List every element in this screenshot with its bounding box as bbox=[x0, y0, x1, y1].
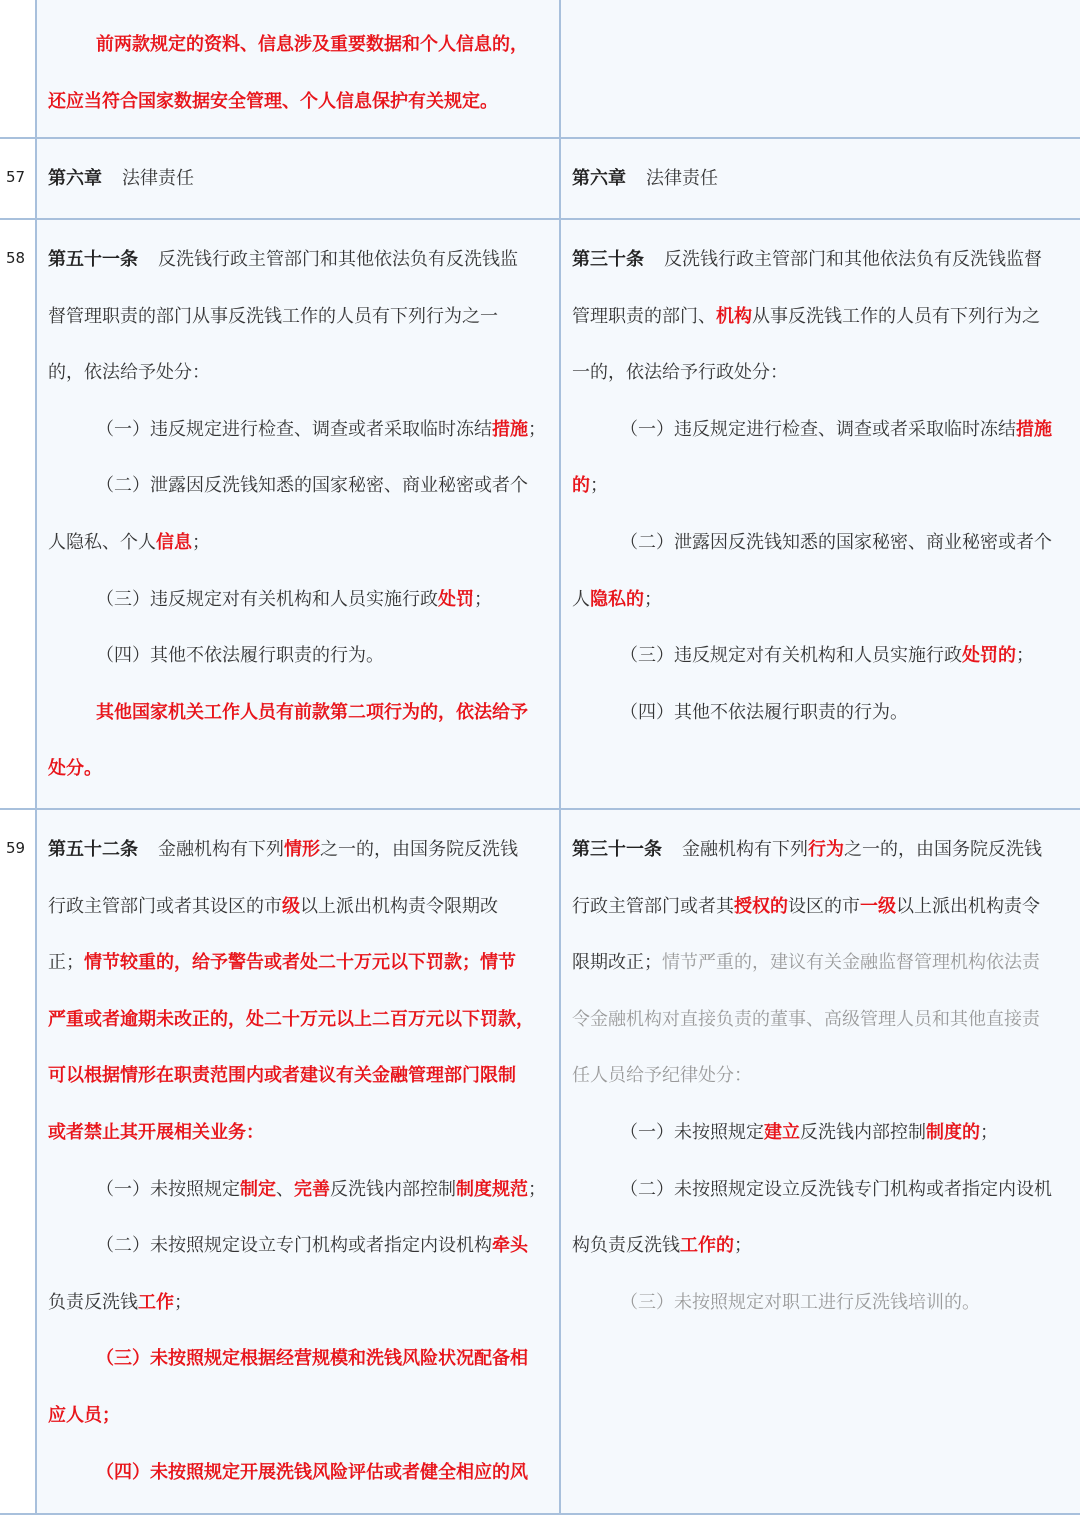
amended-text: 情形 bbox=[284, 839, 320, 860]
text-line bbox=[48, 1218, 556, 1275]
text-line bbox=[48, 1275, 556, 1332]
row-number: 59 bbox=[6, 839, 26, 857]
amended-text: 严重或者逾期未改正的，处二十万元以上二百万元以下罚款， bbox=[48, 1008, 534, 1030]
amended-text: 处分。 bbox=[48, 758, 102, 780]
row-57-original-cell bbox=[561, 139, 1080, 218]
body-text: 反洗钱内部控制 bbox=[330, 1178, 456, 1200]
text-line bbox=[48, 1445, 556, 1502]
body-text: ； bbox=[1016, 645, 1034, 667]
article-heading: 第六章 bbox=[48, 168, 102, 189]
body-text: （三）违反规定对有关机构和人员实施行政 bbox=[96, 588, 438, 610]
cell-text bbox=[572, 151, 1076, 208]
row-divider bbox=[0, 808, 1080, 810]
text-line bbox=[572, 1105, 1076, 1162]
row-58-original-cell bbox=[561, 220, 1080, 808]
text-line bbox=[48, 1331, 556, 1388]
text-line bbox=[48, 232, 556, 289]
amended-text: （四）未按照规定开展洗钱风险评估或者健全相应的风 bbox=[96, 1461, 528, 1483]
amended-text: 的 bbox=[572, 475, 590, 497]
text-line bbox=[48, 1388, 556, 1445]
amended-text: 处罚的 bbox=[962, 645, 1016, 667]
body-text: （二）泄露因反洗钱知悉的国家秘密、商业秘密或者个 bbox=[96, 475, 528, 497]
amended-text: 其他国家机关工作人员有前款第二项行为的，依法给予 bbox=[96, 701, 528, 723]
body-text: 以上派出机构责令限期改 bbox=[300, 895, 498, 917]
body-text: 人隐私、个人 bbox=[48, 531, 156, 553]
amended-text: 制定 bbox=[240, 1178, 276, 1200]
text-line bbox=[48, 515, 556, 572]
text-line bbox=[48, 17, 556, 74]
amended-text: 措施 bbox=[492, 418, 528, 440]
cell-text bbox=[48, 822, 556, 1501]
amended-text: 信息 bbox=[156, 531, 192, 553]
body-text: 督管理职责的部门从事反洗钱工作的人员有下列行为之一 bbox=[48, 305, 498, 327]
amended-text: 制度规范 bbox=[456, 1178, 528, 1200]
body-text: （二）泄露因反洗钱知悉的国家秘密、商业秘密或者个 bbox=[620, 531, 1052, 553]
row-58-amended-cell bbox=[37, 220, 560, 808]
text-line bbox=[48, 572, 556, 629]
table-border bbox=[35, 0, 37, 1514]
amended-text: 可以根据情形在职责范围内或者建议有关金融管理部门限制 bbox=[48, 1065, 516, 1087]
text-line bbox=[48, 822, 556, 879]
text-line bbox=[48, 1048, 556, 1105]
body-text: 之一的，由国务院反洗钱 bbox=[320, 839, 518, 860]
amended-text: 情节较重的，给予警告或者处二十万元以下罚款；情节 bbox=[84, 952, 516, 974]
text-line bbox=[572, 628, 1076, 685]
removed-text: （三）未按照规定对职工进行反洗钱培训的。 bbox=[620, 1291, 980, 1313]
text-line bbox=[572, 458, 1076, 515]
article-heading: 第三十一条 bbox=[572, 839, 662, 860]
article-heading: 第五十一条 bbox=[48, 249, 138, 270]
body-text: 设区的市 bbox=[788, 895, 860, 917]
text-line bbox=[48, 74, 556, 131]
text-line bbox=[572, 345, 1076, 402]
text-line bbox=[572, 1162, 1076, 1219]
body-text: ； bbox=[734, 1235, 752, 1257]
body-text: 反洗钱行政主管部门和其他依法负有反洗钱监 bbox=[158, 249, 518, 270]
cell-text bbox=[572, 232, 1076, 741]
body-text: 行政主管部门或者其 bbox=[572, 895, 734, 917]
removed-text: 情节严重的，建议有关金融监督管理机构依法责 bbox=[662, 952, 1040, 974]
amended-text: （三）未按照规定根据经营规模和洗钱风险状况配备相 bbox=[96, 1348, 528, 1370]
cell-text bbox=[48, 17, 556, 130]
text-line bbox=[572, 289, 1076, 346]
body-text: 限期改正； bbox=[572, 952, 662, 974]
body-text: 金融机构有下列 bbox=[158, 839, 284, 860]
row-number-cell bbox=[0, 0, 36, 137]
text-line bbox=[48, 1105, 556, 1162]
amended-text: 隐私的 bbox=[590, 588, 644, 610]
body-text: 正； bbox=[48, 952, 84, 974]
body-text: （一）违反规定进行检查、调查或者采取临时冻结 bbox=[96, 418, 492, 440]
text-line bbox=[572, 515, 1076, 572]
body-text: 构负责反洗钱 bbox=[572, 1235, 680, 1257]
body-text: （四）其他不依法履行职责的行为。 bbox=[96, 645, 384, 667]
text-line bbox=[48, 151, 556, 208]
cell-text bbox=[48, 232, 556, 798]
row-divider bbox=[0, 1513, 1080, 1515]
row-number: 57 bbox=[6, 168, 26, 186]
text-line bbox=[48, 741, 556, 798]
body-text: 负责反洗钱 bbox=[48, 1291, 138, 1313]
row-number-cell bbox=[0, 139, 36, 218]
amended-text: 处罚 bbox=[438, 588, 474, 610]
body-text: ； bbox=[980, 1121, 998, 1143]
row-0-original-cell bbox=[561, 0, 1080, 137]
row-number-cell bbox=[0, 810, 36, 1514]
amended-text: 级 bbox=[282, 895, 300, 917]
text-line bbox=[48, 992, 556, 1049]
row-0-amended-cell bbox=[37, 0, 560, 137]
row-59-original-cell bbox=[561, 810, 1080, 1514]
text-line bbox=[572, 1218, 1076, 1275]
article-heading: 第五十二条 bbox=[48, 839, 138, 860]
body-text: （二）未按照规定设立专门机构或者指定内设机构 bbox=[96, 1235, 492, 1257]
body-text: （一）未按照规定 bbox=[96, 1178, 240, 1200]
body-text: 管理职责的部门、 bbox=[572, 305, 716, 327]
row-59-amended-cell bbox=[37, 810, 560, 1514]
text-line bbox=[572, 232, 1076, 289]
amended-text: 行为 bbox=[808, 839, 844, 860]
body-text: ； bbox=[528, 418, 546, 440]
body-text: 反洗钱内部控制 bbox=[800, 1121, 926, 1143]
body-text: 一的，依法给予行政处分： bbox=[572, 362, 788, 384]
body-text: 的，依法给予处分： bbox=[48, 362, 210, 384]
amended-text: 应人员； bbox=[48, 1404, 120, 1426]
body-text: ； bbox=[644, 588, 662, 610]
amended-text: 机构 bbox=[716, 305, 752, 327]
amended-text: 建立 bbox=[764, 1121, 800, 1143]
amended-text: 牵头 bbox=[492, 1235, 528, 1257]
body-text: ； bbox=[590, 475, 608, 497]
row-57-amended-cell bbox=[37, 139, 560, 218]
text-line bbox=[572, 879, 1076, 936]
text-line bbox=[48, 685, 556, 742]
text-line bbox=[572, 685, 1076, 742]
row-number: 58 bbox=[6, 249, 26, 267]
cell-text bbox=[572, 822, 1076, 1331]
removed-text: 令金融机构对直接负责的董事、高级管理人员和其他直接责 bbox=[572, 1008, 1040, 1030]
amended-text: 措施 bbox=[1016, 418, 1052, 440]
amended-text: 前两款规定的资料、信息涉及重要数据和个人信息的， bbox=[96, 34, 528, 55]
body-text: （二）未按照规定设立反洗钱专门机构或者指定内设机 bbox=[620, 1178, 1052, 1200]
amended-text: 还应当符合国家数据安全管理、个人信息保护有关规定。 bbox=[48, 90, 498, 112]
body-text: 法律责任 bbox=[646, 168, 718, 189]
text-line bbox=[572, 822, 1076, 879]
text-line bbox=[572, 1275, 1076, 1332]
row-number-cell bbox=[0, 220, 36, 808]
text-line bbox=[572, 572, 1076, 629]
article-heading: 第三十条 bbox=[572, 249, 644, 270]
cell-text bbox=[48, 151, 556, 208]
body-text: 人 bbox=[572, 588, 590, 610]
body-text: ； bbox=[528, 1178, 546, 1200]
text-line bbox=[572, 151, 1076, 208]
text-line bbox=[572, 402, 1076, 459]
body-text: ； bbox=[192, 531, 210, 553]
body-text: 法律责任 bbox=[122, 168, 194, 189]
text-line bbox=[48, 628, 556, 685]
table-border bbox=[559, 0, 561, 1514]
body-text: 之一的，由国务院反洗钱 bbox=[844, 839, 1042, 860]
text-line bbox=[48, 879, 556, 936]
row-divider bbox=[0, 137, 1080, 139]
text-line bbox=[572, 1048, 1076, 1105]
text-line bbox=[48, 402, 556, 459]
removed-text: 任人员给予纪律处分： bbox=[572, 1065, 752, 1087]
text-line bbox=[48, 289, 556, 346]
body-text: ； bbox=[474, 588, 492, 610]
body-text: ； bbox=[174, 1291, 192, 1313]
amended-text: 或者禁止其开展相关业务： bbox=[48, 1121, 264, 1143]
text-line bbox=[572, 992, 1076, 1049]
body-text: （一）违反规定进行检查、调查或者采取临时冻结 bbox=[620, 418, 1016, 440]
body-text: 反洗钱行政主管部门和其他依法负有反洗钱监督 bbox=[664, 249, 1042, 270]
body-text: 、 bbox=[276, 1178, 294, 1200]
text-line bbox=[48, 1162, 556, 1219]
body-text: （四）其他不依法履行职责的行为。 bbox=[620, 701, 908, 723]
amended-text: 授权的 bbox=[734, 895, 788, 917]
amended-text: 制度的 bbox=[926, 1121, 980, 1143]
body-text: （三）违反规定对有关机构和人员实施行政 bbox=[620, 645, 962, 667]
amended-text: 一级 bbox=[860, 895, 896, 917]
body-text: （一）未按照规定 bbox=[620, 1121, 764, 1143]
body-text: 行政主管部门或者其设区的市 bbox=[48, 895, 282, 917]
text-line bbox=[48, 935, 556, 992]
article-heading: 第六章 bbox=[572, 168, 626, 189]
body-text: 以上派出机构责令 bbox=[896, 895, 1040, 917]
body-text: 金融机构有下列 bbox=[682, 839, 808, 860]
text-line bbox=[48, 458, 556, 515]
amended-text: 工作 bbox=[138, 1291, 174, 1313]
body-text: 从事反洗钱工作的人员有下列行为之 bbox=[752, 305, 1040, 327]
amended-text: 工作的 bbox=[680, 1235, 734, 1257]
text-line bbox=[572, 935, 1076, 992]
row-divider bbox=[0, 218, 1080, 220]
amended-text: 完善 bbox=[294, 1178, 330, 1200]
text-line bbox=[48, 345, 556, 402]
